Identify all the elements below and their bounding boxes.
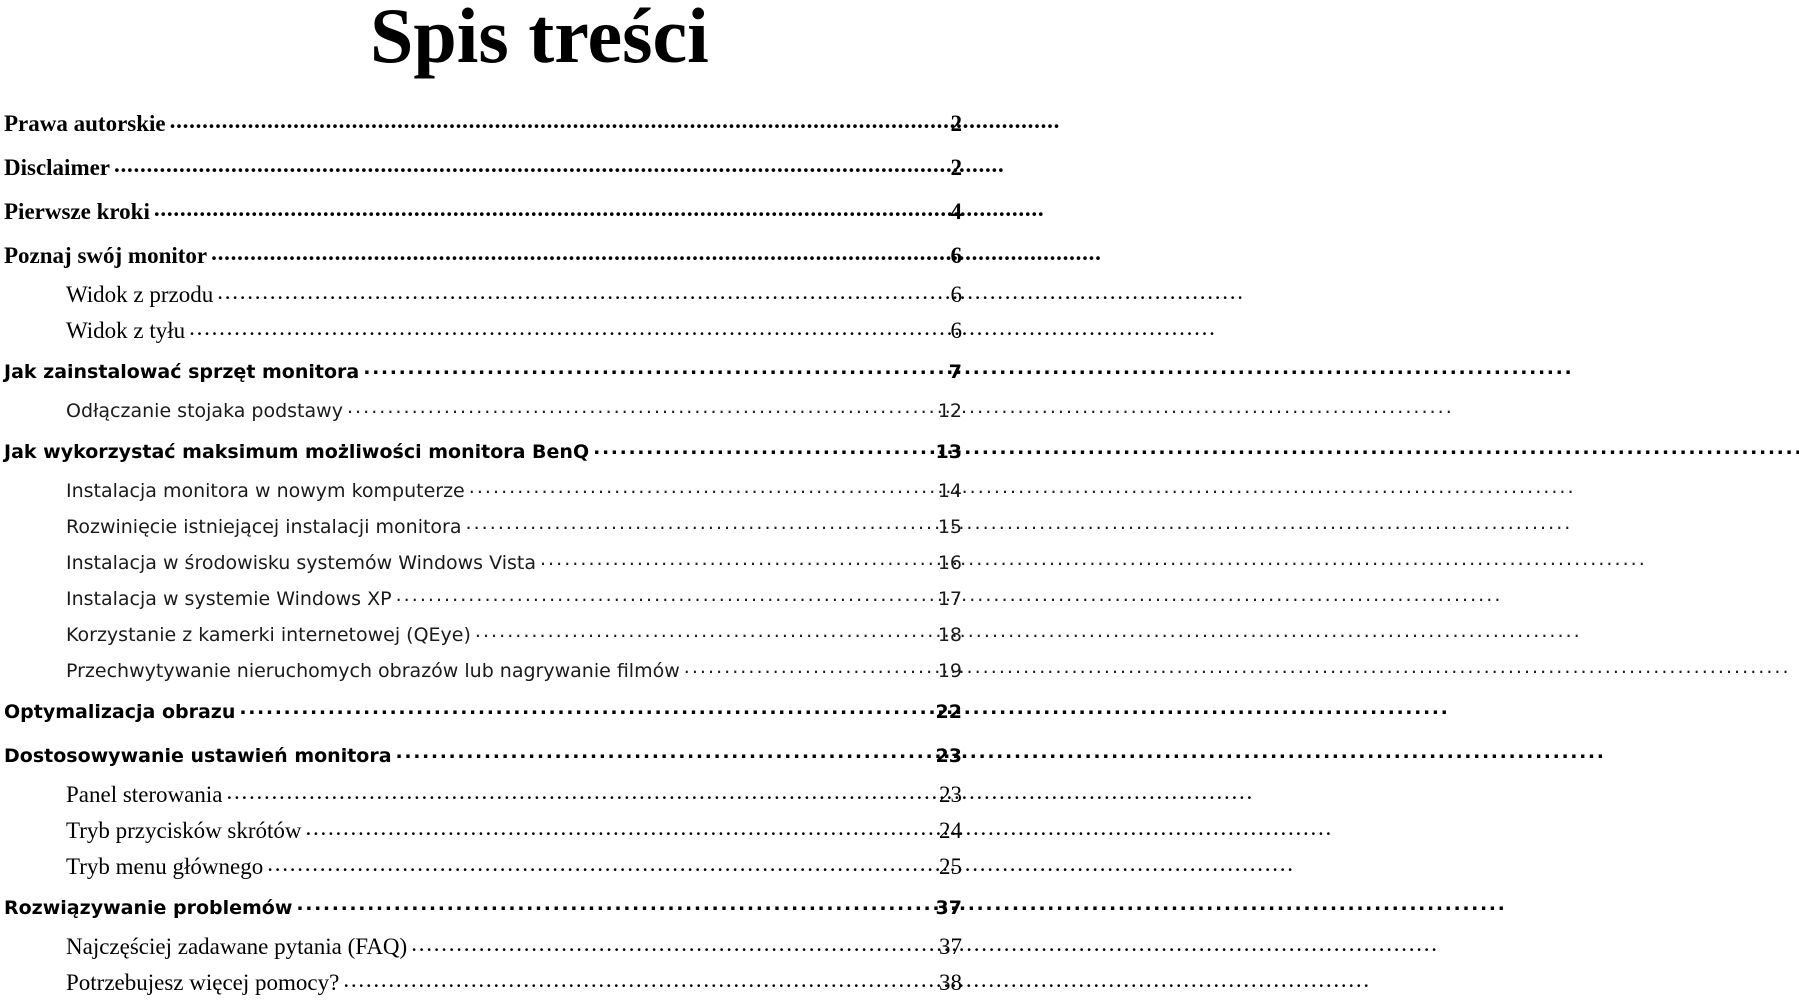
dot-leader xyxy=(306,818,935,838)
toc-chapter-entry[interactable] xyxy=(4,432,962,476)
toc-entry-label: Tryb przycisków skrótów xyxy=(66,818,302,843)
toc-entry-label: Pierwsze kroki xyxy=(4,199,150,224)
dot-leader xyxy=(170,111,942,131)
dot-leader xyxy=(396,585,934,605)
toc-entry-page-number: 16 xyxy=(937,552,962,574)
toc-chapter-entry[interactable] xyxy=(4,888,962,932)
dot-leader xyxy=(217,282,942,302)
toc-entry-page-number: 38 xyxy=(939,970,962,995)
toc-entry-page-number: 4 xyxy=(950,199,962,224)
dot-leader xyxy=(469,477,934,497)
toc-entry-label: Widok z tyłu xyxy=(66,318,186,343)
toc-entry-label: Przechwytywanie nieruchomych obrazów lub nagrywanie filmów xyxy=(66,660,680,682)
toc-entry-page-number: 12 xyxy=(937,400,962,422)
toc-entry-label: Rozwinięcie istniejącej instalacji monitora xyxy=(66,516,462,538)
toc-entry-label: Panel sterowania xyxy=(66,782,223,807)
dot-leader xyxy=(363,358,942,378)
toc-entry-page-number: 19 xyxy=(937,660,962,682)
toc-entry-page-number: 6 xyxy=(950,318,962,343)
toc-entry-label: Jak wykorzystać maksimum możliwości monitora BenQ xyxy=(4,441,590,463)
toc-entry-label: Instalacja w systemie Windows XP xyxy=(66,588,392,610)
toc-section-entry[interactable] xyxy=(4,584,962,620)
dot-leader xyxy=(343,970,935,990)
toc-chapter-entry[interactable] xyxy=(4,192,962,236)
toc-entry-label: Disclaimer xyxy=(4,155,111,180)
toc-section-entry[interactable] xyxy=(4,852,962,888)
dot-leader xyxy=(396,742,932,762)
toc-section-entry[interactable] xyxy=(4,816,962,852)
toc-section-entry[interactable] xyxy=(4,548,962,584)
toc-chapter-entry[interactable] xyxy=(4,692,962,736)
dot-leader xyxy=(154,199,942,219)
dot-leader xyxy=(114,155,942,175)
toc-entry-label: Widok z przodu xyxy=(66,282,214,307)
toc-entry-label: Odłączanie stojaka podstawy xyxy=(66,400,343,422)
toc-entry-label: Optymalizacja obrazu xyxy=(4,701,236,723)
page-title: Spis treści xyxy=(370,0,709,79)
toc-entry-page-number: 2 xyxy=(950,155,962,180)
dot-leader xyxy=(267,854,935,874)
toc-section-entry[interactable] xyxy=(4,656,962,692)
toc-entry-page-number: 6 xyxy=(950,243,962,268)
toc-entry-page-number: 6 xyxy=(950,282,962,307)
dot-leader xyxy=(211,243,942,263)
toc-entry-page-number: 23 xyxy=(935,745,962,767)
dot-leader xyxy=(189,318,942,338)
toc-entry-label: Instalacja w środowisku systemów Windows Vista xyxy=(66,552,536,574)
toc-entry-page-number: 14 xyxy=(937,480,962,502)
dot-leader xyxy=(239,698,931,718)
toc-section-entry[interactable] xyxy=(4,280,962,316)
dot-leader xyxy=(466,513,934,533)
toc-entry-page-number: 15 xyxy=(937,516,962,538)
toc-section-entry[interactable] xyxy=(4,968,962,1004)
toc-entry-label: Tryb menu głównego xyxy=(66,854,264,879)
toc-section-entry[interactable] xyxy=(4,512,962,548)
toc-chapter-entry[interactable] xyxy=(4,148,962,192)
dot-leader xyxy=(684,657,934,677)
toc-entry-label: Poznaj swój monitor xyxy=(4,243,208,268)
dot-leader xyxy=(593,438,931,458)
dot-leader xyxy=(296,894,931,914)
dot-leader xyxy=(347,397,934,417)
toc-section-entry[interactable] xyxy=(4,780,962,816)
toc-entry-label: Rozwiązywanie problemów xyxy=(4,897,293,919)
toc-entry-label: Jak zainstalować sprzęt monitora xyxy=(4,361,360,383)
toc-entry-page-number: 37 xyxy=(935,897,962,919)
dot-leader xyxy=(226,782,935,802)
toc-chapter-entry[interactable] xyxy=(4,104,962,148)
toc-entry-label: Prawa autorskie xyxy=(4,111,166,136)
toc-entry-page-number: 7 xyxy=(948,361,962,383)
toc-entry-page-number: 2 xyxy=(950,111,962,136)
toc-section-entry[interactable] xyxy=(4,316,962,352)
dot-leader xyxy=(540,549,934,569)
toc-chapter-entry[interactable] xyxy=(4,736,962,780)
toc-chapter-entry[interactable] xyxy=(4,236,962,280)
toc-entry-label: Potrzebujesz więcej pomocy? xyxy=(66,970,340,995)
toc-entry-label: Instalacja monitora w nowym komputerze xyxy=(66,480,465,502)
dot-leader xyxy=(475,621,934,641)
toc-entry-label: Dostosowywanie ustawień monitora xyxy=(4,745,392,767)
dot-leader xyxy=(411,934,935,954)
toc-chapter-entry[interactable] xyxy=(4,352,962,396)
toc-entry-page-number: 24 xyxy=(939,818,962,843)
toc-entry-label: Korzystanie z kamerki internetowej (QEye) xyxy=(66,624,471,646)
toc-section-entry[interactable] xyxy=(4,396,962,432)
toc-entry-page-number: 25 xyxy=(939,854,962,879)
toc-entry-label: Najczęściej zadawane pytania (FAQ) xyxy=(66,934,408,959)
toc-entry-page-number: 18 xyxy=(937,624,962,646)
toc-section-entry[interactable] xyxy=(4,932,962,968)
toc-entry-page-number: 17 xyxy=(937,588,962,610)
toc-entry-page-number: 23 xyxy=(939,782,962,807)
toc-section-entry[interactable] xyxy=(4,620,962,656)
table-of-contents xyxy=(4,104,962,1004)
toc-entry-page-number: 22 xyxy=(935,701,962,723)
toc-entry-page-number: 13 xyxy=(935,441,962,463)
toc-section-entry[interactable] xyxy=(4,476,962,512)
toc-entry-page-number: 37 xyxy=(939,934,962,959)
